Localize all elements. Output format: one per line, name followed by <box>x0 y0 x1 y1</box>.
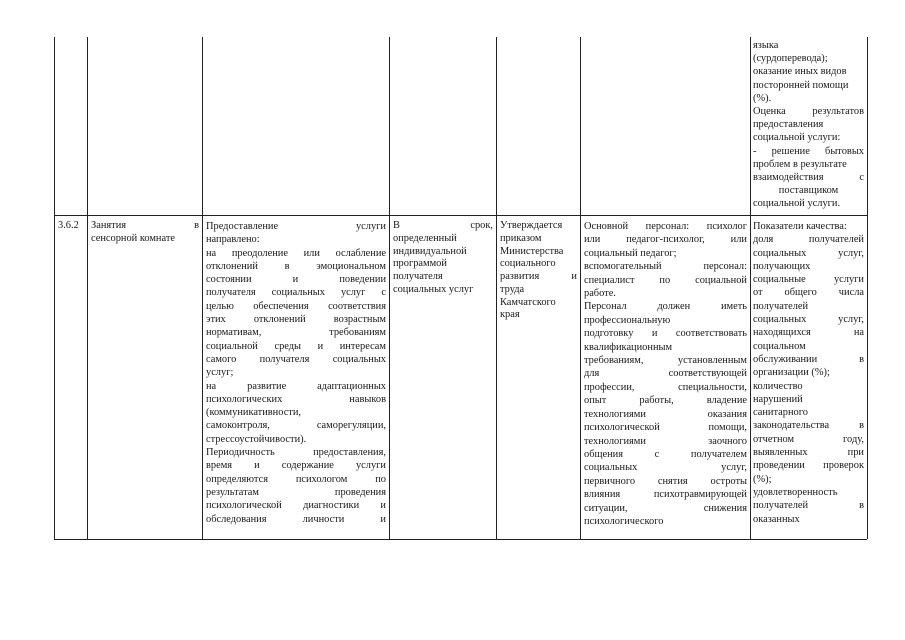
text-line: проблем в результате <box>753 158 847 170</box>
text-line: результатам проведения <box>206 486 386 498</box>
service-term-cell <box>393 220 493 297</box>
text-line: определенный <box>393 232 457 244</box>
text-line: (%); <box>753 473 772 485</box>
text-line: психологической диагностики и <box>206 500 386 512</box>
text-line: края <box>500 309 520 321</box>
text-line: оказание иных видов <box>753 66 847 78</box>
table-border-left <box>54 37 55 539</box>
text-line: социальной услуги. <box>753 198 841 210</box>
text-line: (%). <box>753 92 772 104</box>
table-border-bottom <box>54 539 867 540</box>
text-line: время и содержание услуги <box>206 460 386 472</box>
text-line: санитарного <box>753 407 808 419</box>
text-line: получателя <box>393 271 443 282</box>
text-line: языка <box>753 40 779 51</box>
text-line: Занятия в <box>91 220 199 231</box>
text-line: на преодоление или ослабление <box>206 247 386 259</box>
text-line: социальные услуги <box>753 274 864 286</box>
text-line: первичного снятия остроты <box>584 475 747 487</box>
text-line: специалист по социальной <box>584 274 747 286</box>
text-line: стрессоустойчивости). <box>206 433 307 445</box>
text-line: социальной услуги: <box>753 132 841 144</box>
column-divider <box>580 37 581 539</box>
text-line: работе. <box>584 288 616 300</box>
text-line: Основной персонал: психолог <box>584 221 747 232</box>
text-line: квалификационным <box>584 341 673 353</box>
text-line: взаимодействия с <box>753 172 864 184</box>
column-divider <box>202 37 203 539</box>
text-line: технологиями заочного <box>584 435 747 447</box>
text-line: организации (%); <box>753 367 830 379</box>
table-border-right <box>867 37 868 539</box>
text-line: требованиям, установленным <box>584 355 747 367</box>
text-line: Показатели качества: <box>753 221 847 232</box>
text-line: социальных услуг <box>393 283 474 295</box>
text-line: обследования личности и <box>206 513 386 525</box>
text-line: находящихся на <box>753 327 864 339</box>
text-line: вспомогательный персонал: <box>584 261 747 273</box>
text-line: на развитие адаптационных <box>206 380 386 392</box>
text-line: самоконтроля, саморегуляции, <box>206 420 386 432</box>
text-line: приказом <box>500 232 542 244</box>
text-line: получающих <box>753 260 811 272</box>
text-line: опыт работы, владение <box>584 395 747 407</box>
service-number-cell <box>58 220 85 233</box>
text-line: технологиями оказания <box>584 408 747 420</box>
text-line: развития и <box>500 271 577 282</box>
text-line: Министерства <box>500 245 564 257</box>
service-conditions-cell <box>584 220 747 538</box>
row-divider <box>54 215 867 216</box>
text-line: услуг; <box>206 367 234 379</box>
text-line: оказанных <box>753 513 800 525</box>
text-line: профессии, специальности, <box>584 381 747 393</box>
text-line: количество <box>753 380 803 392</box>
text-line: социального <box>500 258 556 270</box>
text-line: этих отклонений возрастным <box>206 314 386 326</box>
text-line: труда <box>500 283 525 295</box>
text-line: законодательства в <box>753 420 864 432</box>
text-line: психологических навыков <box>206 393 386 405</box>
column-divider <box>750 37 751 539</box>
text-line: социальный педагог; <box>584 247 677 259</box>
text-line: самого получателя социальных <box>206 353 386 365</box>
text-line: (сурдоперевода); <box>753 53 828 65</box>
text-line: влияния психотравмирующей <box>584 489 747 501</box>
service-description-cell <box>206 220 386 538</box>
text-line: Персонал должен иметь <box>584 301 747 313</box>
text-line: предоставления <box>753 119 824 131</box>
quality-evaluation-continued-cell <box>753 39 864 215</box>
text-line: программой <box>393 258 447 270</box>
text-line: посторонней помощи <box>753 79 849 91</box>
text-line: получателей <box>753 300 809 312</box>
text-line: обслуживании в <box>753 353 864 365</box>
quality-indicators-cell <box>753 220 864 538</box>
text-line: индивидуальной <box>393 245 467 257</box>
text-line: Периодичность предоставления, <box>206 447 386 459</box>
text-line: получателей в <box>753 500 864 512</box>
text-line: социальном <box>753 340 806 352</box>
text-line: целью обеспечения соответствия <box>206 300 386 312</box>
text-line: - решение бытовых <box>753 145 864 157</box>
text-line: состоянии и поведении <box>206 274 386 286</box>
text-line: психологической помощи, <box>584 422 747 434</box>
text-line: сенсорной комнате <box>91 232 175 244</box>
text-line: удовлетворенность <box>753 486 838 498</box>
text-line: профессиональную <box>584 314 671 326</box>
service-number: 3.6.2 <box>58 220 79 231</box>
text-line: В срок, <box>393 220 493 231</box>
text-line: Оценка результатов <box>753 106 864 118</box>
column-divider <box>87 37 88 539</box>
text-line: нормативам, требованиям <box>206 327 386 339</box>
text-line: психологического <box>584 515 664 527</box>
text-line: подготовку и соответствовать <box>584 328 747 340</box>
text-line: для соответствующей <box>584 368 747 380</box>
text-line: Предоставление услуги <box>206 221 386 232</box>
text-line: отчетном году, <box>753 433 864 445</box>
text-line: нарушений <box>753 393 803 405</box>
text-line: получателя социальных услуг с <box>206 287 386 299</box>
text-line: поставщиком <box>778 185 839 197</box>
text-line: социальных услуг, <box>584 462 747 474</box>
text-line: определяются психологом по <box>206 473 386 485</box>
text-line: отклонений в эмоциональном <box>206 260 386 272</box>
text-line: выявленных при <box>753 447 864 459</box>
text-line: (коммуникативности, <box>206 407 302 419</box>
text-line: от общего числа <box>753 287 864 299</box>
text-line: доля получателей <box>753 234 864 246</box>
text-line: направлено: <box>206 234 260 246</box>
text-line: социальной среды и интересам <box>206 340 386 352</box>
text-line: социальных услуг, <box>753 314 864 326</box>
text-line: общения с получателем <box>584 448 747 460</box>
text-line: социальных услуг, <box>753 247 864 259</box>
text-line: Камчатского <box>500 296 556 308</box>
text-line: Утверждается <box>500 220 563 231</box>
service-name-cell <box>91 220 199 246</box>
service-cost-cell <box>500 220 577 322</box>
column-divider <box>389 37 390 539</box>
text-line: проведении проверок <box>753 460 864 472</box>
text-line: ситуации, снижения <box>584 502 747 514</box>
column-divider <box>496 37 497 539</box>
text-line: или педагог-психолог, или <box>584 234 747 246</box>
